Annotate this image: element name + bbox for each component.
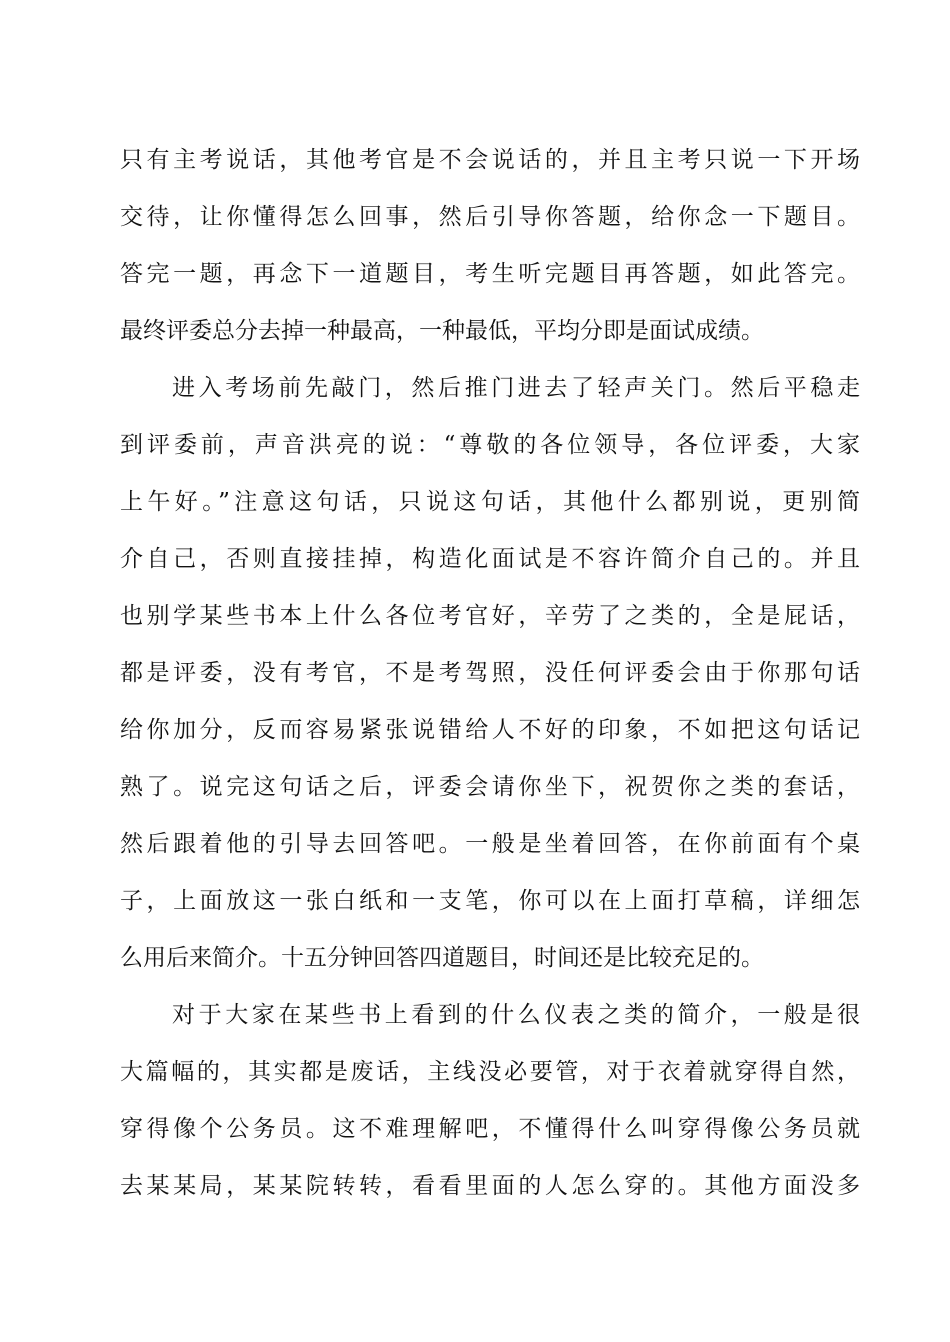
text-line: 给你加分，反而容易紧张说错给人不好的印象，不如把这句话记: [120, 717, 860, 743]
text-line: 么用后来简介。十五分钟回答四道题目，时间还是比较充足的。: [120, 945, 764, 971]
text-line: 上午好。”注意这句话，只说这句话，其他什么都别说，更别简: [120, 489, 860, 515]
text-line: 到评委前，声音洪亮的说：“尊敬的各位领导，各位评委，大家: [120, 432, 860, 458]
text-line: 都是评委，没有考官，不是考驾照，没任何评委会由于你那句话: [120, 660, 860, 686]
text-line: 进入考场前先敲门，然后推门进去了轻声关门。然后平稳走: [172, 375, 860, 401]
body-text: [120, 132, 860, 1215]
text-line: 穿得像个公务员。这不难理解吧，不懂得什么叫穿得像公务员就: [120, 1116, 860, 1142]
paragraph-1: [120, 132, 860, 360]
text-line: 子，上面放这一张白纸和一支笔，你可以在上面打草稿，详细怎: [120, 888, 860, 914]
paragraph-3: [120, 987, 860, 1215]
text-line: 答完一题，再念下一道题目，考生听完题目再答题，如此答完。: [120, 261, 860, 287]
text-line: 最终评委总分去掉一种最高，一种最低，平均分即是面试成绩。: [120, 318, 764, 344]
text-line: 交待，让你懂得怎么回事，然后引导你答题，给你念一下题目。: [120, 204, 860, 230]
text-line: 去某某局，某某院转转，看看里面的人怎么穿的。其他方面没多: [120, 1173, 860, 1199]
paragraph-2: [120, 360, 860, 987]
text-line: 熟了。说完这句话之后，评委会请你坐下，祝贺你之类的套话，: [120, 774, 860, 800]
text-line: 大篇幅的，其实都是废话，主线没必要管，对于衣着就穿得自然，: [120, 1059, 860, 1085]
text-line: 对于大家在某些书上看到的什么仪表之类的简介，一般是很: [172, 1002, 860, 1028]
text-line: 然后跟着他的引导去回答吧。一般是坐着回答，在你前面有个桌: [120, 831, 860, 857]
text-line: 只有主考说话，其他考官是不会说话的，并且主考只说一下开场: [120, 147, 860, 173]
text-line: 介自己，否则直接挂掉，构造化面试是不容许简介自己的。并且: [120, 546, 860, 572]
text-line: 也别学某些书本上什么各位考官好，辛劳了之类的，全是屁话，: [120, 603, 860, 629]
